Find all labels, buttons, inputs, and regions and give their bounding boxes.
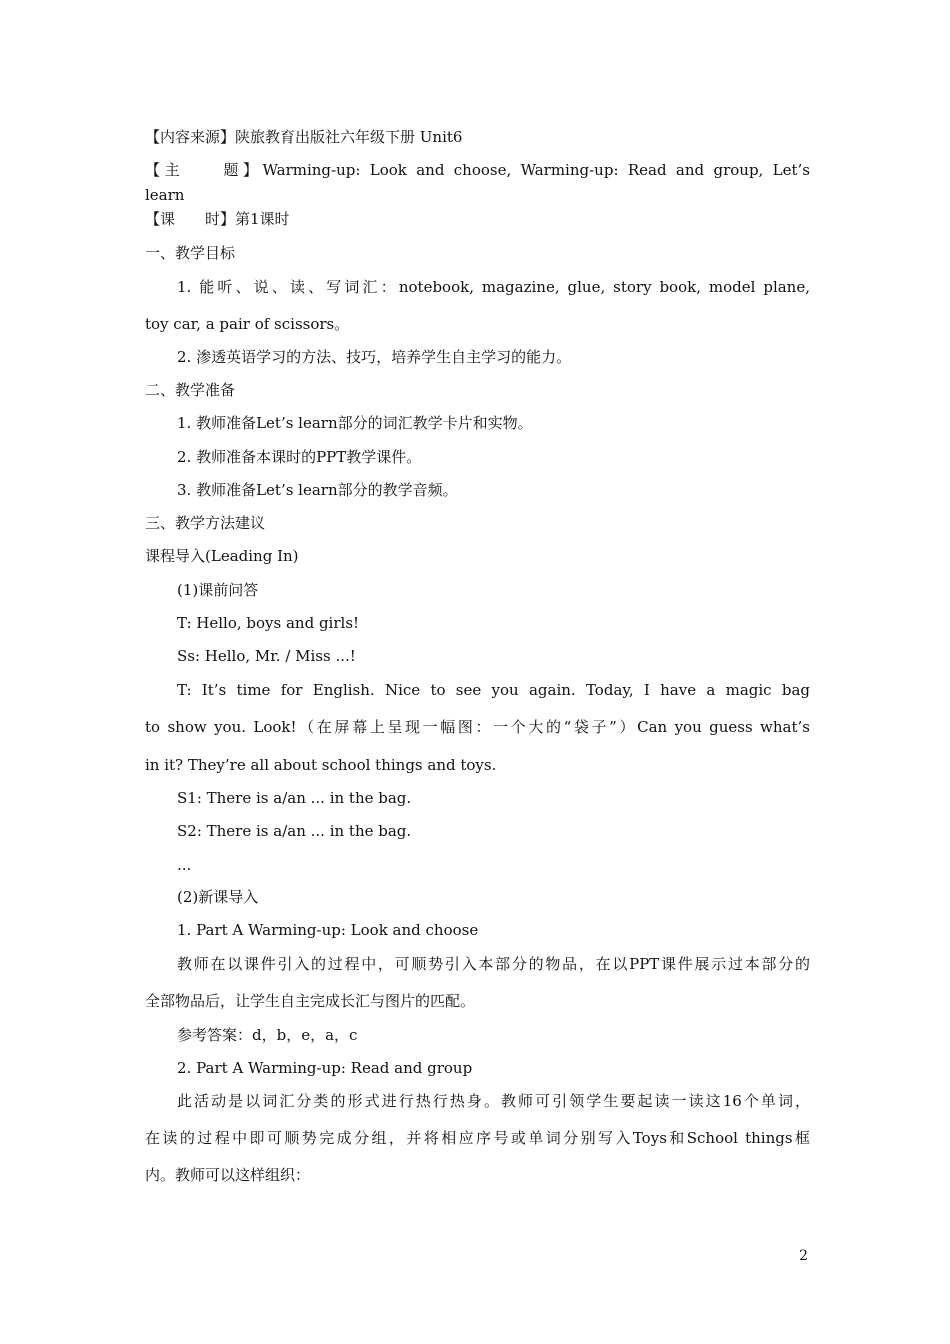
topic-line: 【主 题】Warming-up: Look and choose, Warming-up: Read and group, Let’s xyxy=(145,161,810,179)
source-line: 【内容来源】陕旅教育出版社六年级下册 Unit6 xyxy=(145,128,463,146)
objective-item-1-continued: toy car, a pair of scissors。 xyxy=(145,315,350,333)
new-lesson-title: (2)新课导入 xyxy=(177,888,259,906)
objective-item-1: 1. 能听、说、读、写词汇：notebook, magazine, glue, story book, model plane, xyxy=(177,278,810,296)
preparation-item-1: 1. 教师准备Let’s learn部分的词汇教学卡片和实物。 xyxy=(177,414,533,432)
objective-item-2: 2. 渗透英语学习的方法、技巧，培养学生自主学习的能力。 xyxy=(177,348,572,366)
page-number: 2 xyxy=(799,1248,808,1264)
dialogue-line: S2: There is a/an ... in the bag. xyxy=(177,822,412,840)
part-a-read-group-title: 2. Part A Warming-up: Read and group xyxy=(177,1059,473,1077)
answer-key: 参考答案：d，b，e，a，c xyxy=(177,1026,358,1044)
dialogue-line: Ss: Hello, Mr. / Miss ...! xyxy=(177,647,356,665)
paragraph-line-continued: 内。教师可以这样组织： xyxy=(145,1166,311,1184)
paragraph-line-continued: 全部物品后，让学生自主完成长汇与图片的匹配。 xyxy=(145,992,476,1010)
dialogue-line-continued: to show you. Look!（在屏幕上呈现一幅图：一个大的“袋子”）Can you guess what’s xyxy=(145,718,810,736)
paragraph-line-continued: 在读的过程中即可顺势完成分组，并将相应序号或单词分别写入Toys和School things框 xyxy=(145,1129,810,1147)
dialogue-line: S1: There is a/an ... in the bag. xyxy=(177,789,412,807)
paragraph-line: 此活动是以词汇分类的形式进行热行热身。教师可引领学生要起读一读这16个单词， xyxy=(177,1092,810,1110)
dialogue-line: T: Hello, boys and girls! xyxy=(177,614,360,632)
part-a-look-choose-title: 1. Part A Warming-up: Look and choose xyxy=(177,921,479,939)
dialogue-line: T: It’s time for English. Nice to see you again. Today, I have a magic bag xyxy=(177,681,810,699)
section-heading-methods: 三、教学方法建议 xyxy=(145,514,266,532)
section-heading-objectives: 一、教学目标 xyxy=(145,244,236,262)
dialogue-line-continued: in it? They’re all about school things and toys. xyxy=(145,756,497,774)
preparation-item-2: 2. 教师准备本课时的PPT教学课件。 xyxy=(177,448,422,466)
paragraph-line: 教师在以课件引入的过程中，可顺势引入本部分的物品，在以PPT课件展示过本部分的 xyxy=(177,955,810,973)
topic-line-continued: learn xyxy=(145,186,185,204)
period-line: 【课 时】第1课时 xyxy=(145,210,290,228)
subheading-leading-in: 课程导入(Leading In) xyxy=(145,547,299,565)
preparation-item-3: 3. 教师准备Let’s learn部分的教学音频。 xyxy=(177,481,458,499)
section-heading-preparation: 二、教学准备 xyxy=(145,381,236,399)
warmup-questions-title: (1)课前问答 xyxy=(177,581,259,599)
dialogue-ellipsis: ... xyxy=(177,856,192,874)
